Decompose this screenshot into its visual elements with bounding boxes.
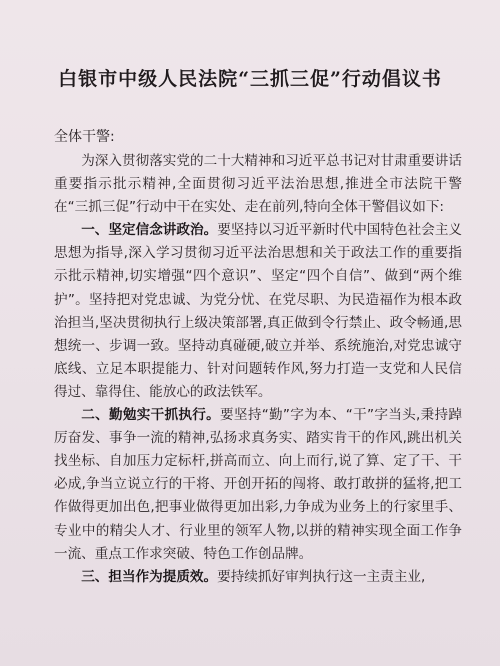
section-paragraph-2 — [54, 404, 462, 566]
section-heading-2: 二、勤勉实干抓执行。 — [81, 407, 221, 424]
section-text-2: 要坚持“勤”字为本、“干”字当头,秉持踔厉奋发、事争一流的精神,弘扬求真务实、踏实肯干的作风,跳出机关找坐标、自加压力定标杆,拼高而立、向上而行,说了算、定了干、干必成,争当立说立行的干将、开创开拓的闯将、敢打敢拼的猛将,把工作做得更加出色,把事业做得更加出彩,力争成为业务上的行家里手、专业中的精尖人才、行业里的领军人物,以拼的精神实现全面工作争一流、重点工作求突破、特色工作创品牌。 — [54, 407, 462, 562]
section-text-3: 要持续抓好审判执行这一主责主业, — [217, 568, 426, 585]
section-paragraph-3 — [54, 566, 462, 589]
salutation: 全体干警: — [54, 129, 115, 145]
intro-paragraph: 为深入贯彻落实党的二十大精神和习近平总书记对甘肃重要讲话重要指示批示精神,全面贯彻习近平法治思想,推进全市法院干警在“三抓三促”行动中干在实处、走在前列,特向全体干警倡议如下: — [54, 153, 462, 216]
section-heading-1: 一、坚定信念讲政治。 — [81, 222, 218, 239]
document-title: 白银市中级人民法院“三抓三促”行动倡议书 — [58, 68, 442, 90]
section-heading-3: 三、担当作为提质效。 — [81, 568, 218, 585]
document-body — [54, 150, 462, 589]
section-text-1: 要坚持以习近平新时代中国特色社会主义思想为指导,深入学习贯彻习近平法治思想和关于政法工作的重要指示批示精神,切实增强“四个意识”、坚定“四个自信”、做到“两个维护”。坚持把对党忠诚、为党分忧、在党尽职、为民造福作为根本政治担当,坚决贯彻执行上级决策部署,真正做到令行禁止、政令畅通,思想统一、步调一致。坚持动真碰硬,破立并举、系统施治,对党忠诚守底线、立足本职提能力、针对问题转作风,努力打造一支党和人民信得过、靠得住、能放心的政法铁军。 — [54, 222, 463, 400]
section-paragraph-1 — [54, 219, 462, 404]
